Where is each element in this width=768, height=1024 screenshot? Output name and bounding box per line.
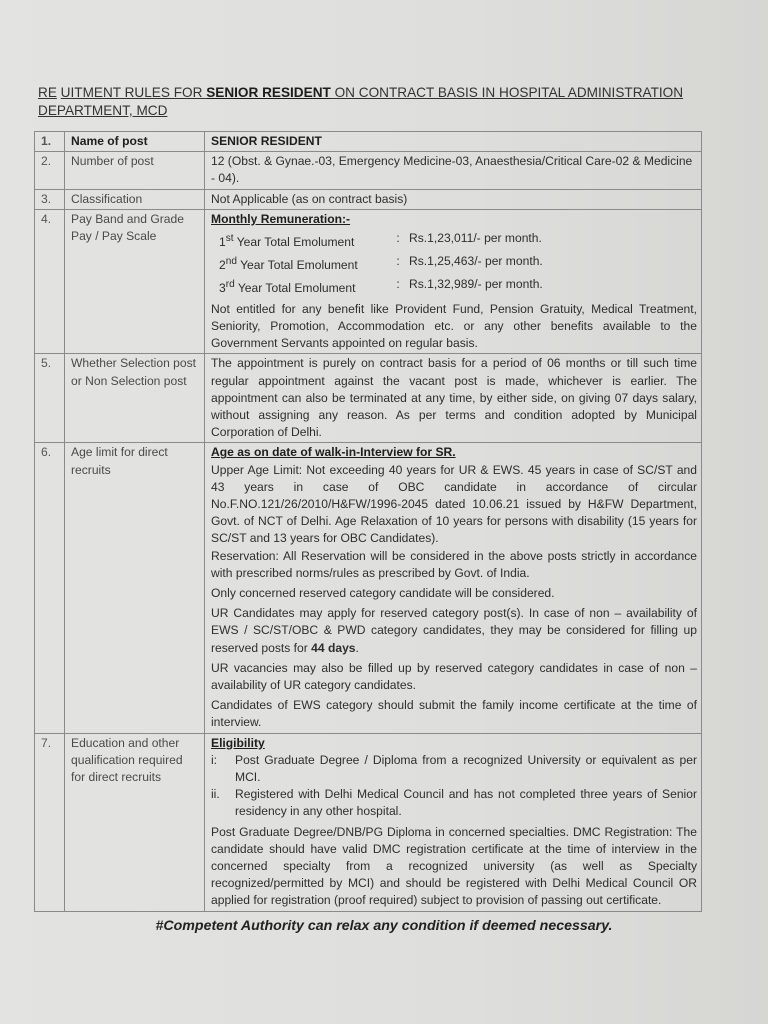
row-field-name: Pay Band and Grade Pay / Pay Scale <box>65 209 205 354</box>
emolument-separator: : <box>396 254 400 269</box>
row-field-value: Not Applicable (as on contract basis) <box>205 189 702 209</box>
emolument-suffix: nd <box>225 256 237 268</box>
ews-certificate-text: Candidates of EWS category should submit the family income certificate at the time of interview. <box>211 698 697 730</box>
eligibility-item-marker: ii. <box>211 787 220 802</box>
eligibility-item <box>211 752 697 786</box>
row-field-name: Classification <box>65 189 205 209</box>
emolument-year: 1 <box>219 235 226 250</box>
row-field-name: Name of post <box>65 132 205 152</box>
ur-candidates-days: 44 days <box>311 640 356 655</box>
upper-age-limit-text: Upper Age Limit: Not exceeding 40 years for UR & EWS. 45 years in case of SC/ST and 43 years in case of OBC candidate in accordance of circular No.F.NO.121/26/2010/H&FW/1996-2045 dated 10.06.21 issued by H&FW Department, Govt. of NCT of Delhi. Age Relaxation of 10 years for persons with disability (15 years for SC/ST and 13 years for OBC Candidates). <box>211 462 697 546</box>
emolument-suffix: st <box>225 233 234 245</box>
table-row <box>35 152 702 189</box>
table-row <box>35 443 702 733</box>
row-field-value: SENIOR RESIDENT <box>205 132 702 152</box>
emolument-line <box>211 230 697 251</box>
row-field-value: 12 (Obst. & Gynae.-03, Emergency Medicine-03, Anaesthesia/Critical Care-02 & Medicine - 04). <box>205 152 702 189</box>
emolument-separator: : <box>396 277 400 292</box>
ur-vacancies-text: UR vacancies may also be filled up by reserved category candidates in case of non – availability of UR category candidates. <box>211 660 697 692</box>
row-number: 1. <box>35 132 65 152</box>
row-field-name: Whether Selection post or Non Selection post <box>65 354 205 443</box>
eligibility-item <box>211 786 697 820</box>
row-number: 7. <box>35 733 65 911</box>
emolument-separator: : <box>396 231 400 246</box>
row-number: 5. <box>35 354 65 443</box>
heading-post-name: SENIOR RESIDENT <box>206 85 331 100</box>
emolument-year: 3 <box>219 281 226 296</box>
reservation-text: Reservation: All Reservation will be considered in the above posts strictly in accordance with prescribed norms/rules as prescribed by Govt. of India. <box>211 548 697 580</box>
recruitment-rules-table <box>34 131 702 912</box>
heading-prefix: RE <box>38 85 57 100</box>
ur-candidates-text-part: UR Candidates may apply for reserved category post(s). In case of non – availability of EWS / SC/ST/OBC & PWD category candidates, they may be considered for filling up reserved posts for <box>211 606 697 655</box>
table-row <box>35 189 702 209</box>
eligibility-item-text: Post Graduate Degree / Diploma from a recognized University or equivalent as per MCI. <box>235 752 697 784</box>
emolument-year: 2 <box>219 258 226 273</box>
row-field-value <box>205 209 702 354</box>
row-field-value <box>205 443 702 733</box>
table-row <box>35 209 702 354</box>
eligibility-item-text: Registered with Delhi Medical Council and has not completed three years of Senior residency in any other hospital. <box>235 787 697 819</box>
heading-part1: UITMENT RULES FOR <box>60 85 207 100</box>
emolument-amount: Rs.1,23,011/- per month. <box>409 231 542 246</box>
emolument-label: Year Total Emolument <box>234 281 356 296</box>
table-row <box>35 733 702 911</box>
ur-candidates-text <box>211 605 697 657</box>
qualification-details-text: Post Graduate Degree/DNB/PG Diploma in concerned specialties. DMC Registration: The candidate should have valid DMC registration certificate at the time of interview in the concerned specialty from a recognized university (as well as Specialty recognized/permitted by MCI) and should be registered with Delhi Medical Council OR applied for registration (proof required) subject to provision of passing out certificate. <box>211 824 697 908</box>
eligibility-item-marker: i: <box>211 752 218 767</box>
emolument-line <box>211 276 697 297</box>
table-row <box>35 132 702 152</box>
heading-department: DEPARTMENT, MCD <box>38 103 168 118</box>
row-field-value <box>205 733 702 911</box>
age-limit-title: Age as on date of walk-in-Interview for SR. <box>211 445 456 460</box>
row-number: 4. <box>35 209 65 354</box>
document-heading <box>38 84 718 120</box>
heading-part2: ON CONTRACT BASIS IN HOSPITAL ADMINISTRATION <box>330 85 684 100</box>
footer-note: #Competent Authority can relax any condition if deemed necessary. <box>155 918 613 934</box>
reserved-category-text: Only concerned reserved category candidate will be considered. <box>211 585 555 600</box>
emolument-label: Year Total Emolument <box>236 258 358 273</box>
table-row <box>35 354 702 443</box>
emolument-amount: Rs.1,25,463/- per month. <box>409 254 543 269</box>
emolument-suffix: rd <box>225 279 235 291</box>
remuneration-title: Monthly Remuneration:- <box>211 211 351 226</box>
row-field-name: Education and other qualification required for direct recruits <box>65 733 205 911</box>
row-number: 2. <box>35 152 65 189</box>
row-field-name: Age limit for direct recruits <box>65 443 205 733</box>
emolument-amount: Rs.1,32,989/- per month. <box>409 277 543 292</box>
emolument-line <box>211 253 697 274</box>
remuneration-note: Not entitled for any benefit like Provident Fund, Pension Gratuity, Medical Treatment, Seniority, Promotion, Accommodation etc. or any other benefits available to the Government Servants appointed on regular basis. <box>211 301 697 351</box>
row-field-name: Number of post <box>65 152 205 189</box>
row-number: 3. <box>35 189 65 209</box>
ur-candidates-text-end: . <box>355 640 359 655</box>
eligibility-title: Eligibility <box>211 735 265 750</box>
emolument-label: Year Total Emolument <box>233 235 355 250</box>
row-number: 6. <box>35 443 65 733</box>
row-field-value: The appointment is purely on contract basis for a period of 06 months or till such time regular appointment against the vacant post is made, whichever is earlier. The appointment can also be terminated at any time, by either side, on giving 07 days salary, without assigning any reason. As per terms and condition adopted by Municipal Corporation of Delhi. <box>205 354 702 443</box>
